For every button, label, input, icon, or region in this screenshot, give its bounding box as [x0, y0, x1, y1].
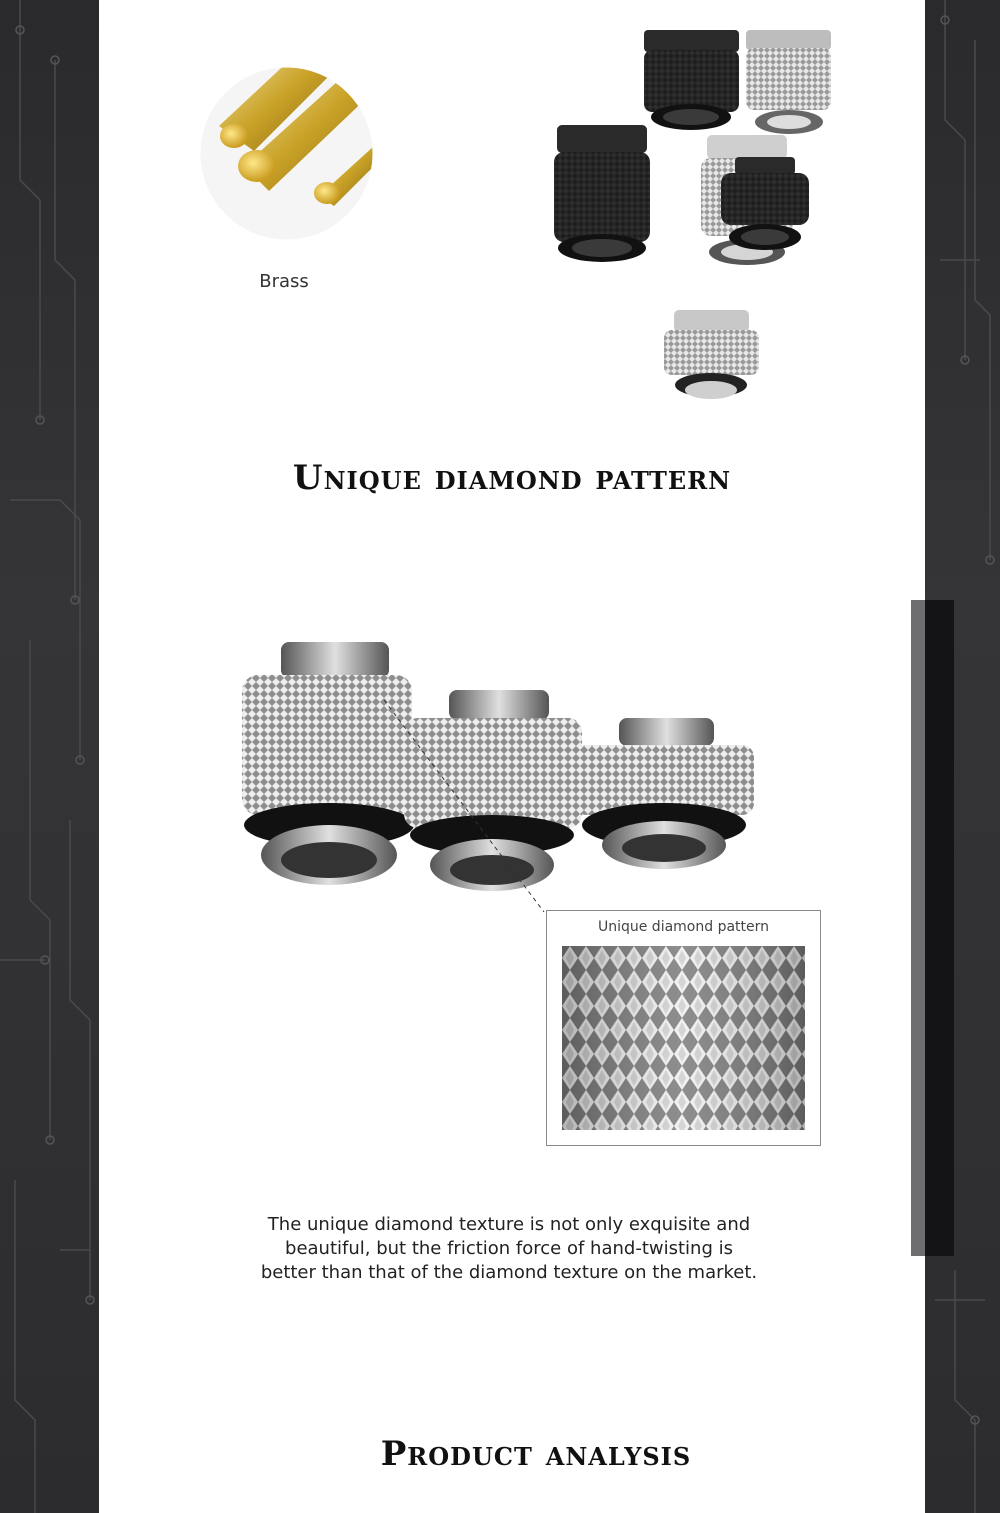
scrollbar-thumb[interactable]: [911, 600, 925, 1256]
silver-fitting-3: [664, 310, 759, 399]
product-content-panel: [99, 0, 925, 1513]
silver-fitting-1: [746, 30, 831, 134]
section-heading-product-analysis: Product analysis: [380, 1434, 692, 1474]
fitting-medium: [404, 690, 582, 891]
diamond-texture-closeup: [562, 946, 805, 1130]
zoom-label: Unique diamond pattern: [597, 919, 770, 935]
section-heading-unique-pattern: Unique diamond pattern: [292, 458, 732, 498]
diamond-fittings-photo: [224, 630, 754, 920]
black-fitting-2: [554, 125, 650, 262]
fitting-small: [574, 718, 754, 869]
brass-material-image: [199, 66, 374, 241]
fitting-large: [242, 642, 414, 885]
brass-caption: Brass: [259, 271, 309, 292]
diamond-pattern-zoom-callout: [546, 910, 821, 1146]
circuit-background-left: [0, 0, 99, 1513]
diamond-pattern-description: The unique diamond texture is not only exquisite and beautiful, but the friction force of hand-twisting is better than that of the diamond texture on the market.: [260, 1214, 758, 1283]
black-fitting-small: [717, 155, 812, 255]
scrollbar-track[interactable]: [911, 600, 954, 1256]
black-fitting-1: [644, 30, 739, 130]
circuit-pattern-left: [0, 0, 99, 1513]
